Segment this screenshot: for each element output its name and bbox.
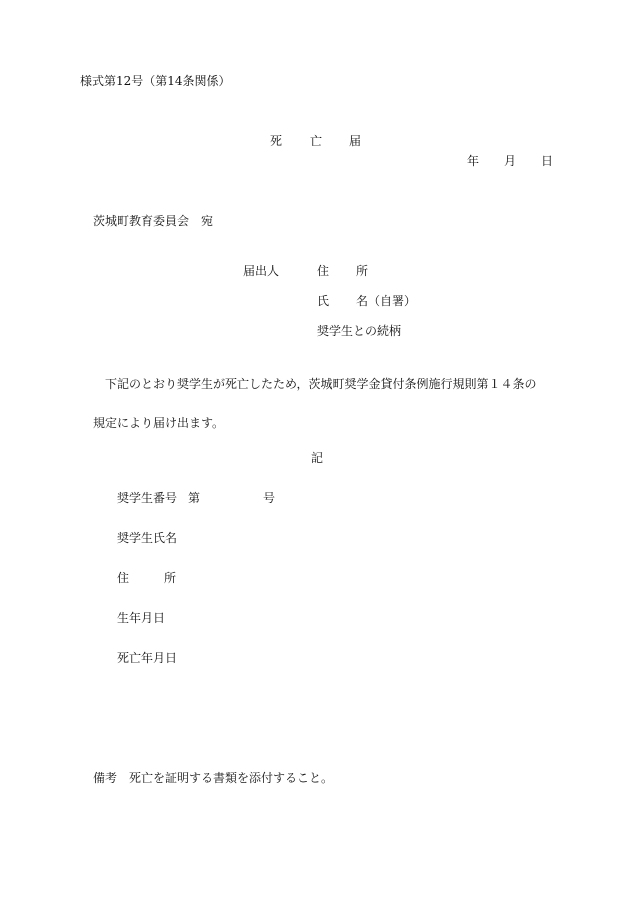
notifier-address-b: 所 bbox=[356, 264, 369, 278]
title-char-1: 死 bbox=[270, 134, 283, 148]
item-number-go: 号 bbox=[263, 491, 276, 505]
notifier-label: 届出人 bbox=[243, 264, 280, 278]
item-address-a: 住 bbox=[117, 571, 130, 585]
body-line-2: 規定により届け出ます。 bbox=[93, 416, 225, 430]
item-name: 奨学生氏名 bbox=[117, 531, 178, 545]
item-address-b: 所 bbox=[164, 571, 177, 585]
item-birth: 生年月日 bbox=[117, 611, 166, 625]
ki-heading: 記 bbox=[311, 451, 324, 465]
remarks: 備考 死亡を証明する書類を添付すること。 bbox=[93, 771, 334, 785]
body-line-1: 下記のとおり奨学生が死亡したため，茨城町奨学金貸付条例施行規則第１４条の bbox=[105, 377, 537, 391]
title-char-3: 届 bbox=[349, 134, 362, 148]
date-month: 月 bbox=[504, 154, 517, 168]
notifier-name-b: 名（自署） bbox=[356, 294, 417, 308]
title-char-2: 亡 bbox=[310, 134, 323, 148]
date-day: 日 bbox=[541, 154, 554, 168]
notifier-relation: 奨学生との続柄 bbox=[317, 324, 402, 338]
date-year: 年 bbox=[467, 154, 480, 168]
notifier-address-a: 住 bbox=[317, 264, 330, 278]
addressee: 茨城町教育委員会 宛 bbox=[93, 214, 214, 228]
form-number: 様式第12号（第14条関係） bbox=[80, 74, 231, 88]
item-number-label: 奨学生番号 bbox=[117, 491, 178, 505]
item-number-dai: 第 bbox=[188, 491, 201, 505]
notifier-name-a: 氏 bbox=[317, 294, 330, 308]
item-death: 死亡年月日 bbox=[117, 651, 178, 665]
